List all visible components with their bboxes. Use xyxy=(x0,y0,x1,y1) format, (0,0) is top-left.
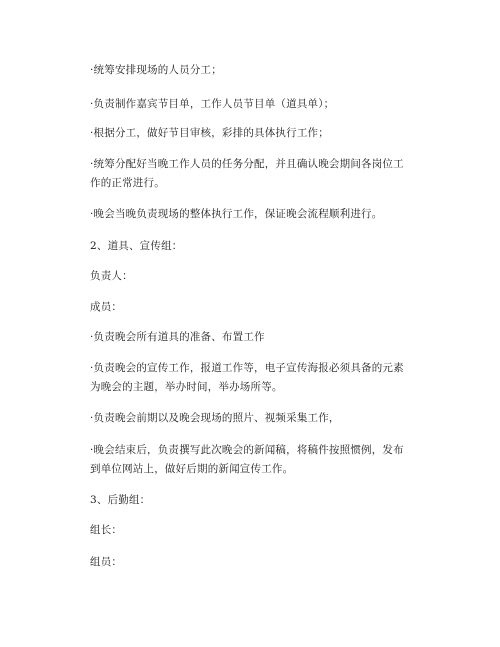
label-group-members: 组员： xyxy=(90,556,123,568)
paragraph-publicity-work: ·负责晚会的宣传工作，报道工作等，电子宣传海报必须具备的元素为晚会的主题，举办时间，举办场所等。 xyxy=(90,362,404,393)
paragraph-staff-arrangement: ·统筹安排现场的人员分工； xyxy=(90,64,222,76)
label-person-in-charge: 负责人： xyxy=(90,270,133,282)
paragraph-props-preparation: ·负责晚会所有道具的准备、布置工作 xyxy=(90,331,265,343)
label-group-leader: 组长： xyxy=(90,524,123,536)
paragraph-program-list: ·负责制作嘉宾节目单，工作人员节目单（道具单）； xyxy=(90,98,335,110)
paragraph-overall-execution: ·晚会当晚负责现场的整体执行工作，保证晚会流程顺利进行。 xyxy=(90,208,383,220)
section-heading-logistics: 3、后勤组： xyxy=(90,494,151,506)
paragraph-photo-video: ·负责晚会前期以及晚会现场的照片、视频采集工作， xyxy=(90,412,340,424)
paragraph-review-rehearsal: ·根据分工，做好节目审核，彩排的具体执行工作； xyxy=(90,127,329,139)
paragraph-task-allocation: ·统筹分配好当晚工作人员的任务分配，并且确认晚会期间各岗位工作的正常进行。 xyxy=(90,158,404,189)
paragraph-news-release: ·晚会结束后，负责撰写此次晚会的新闻稿，将稿件按照惯例，发布到单位网站上，做好后期的新闻宣传工作。 xyxy=(90,444,404,475)
label-members: 成员： xyxy=(90,301,123,313)
section-heading-props-publicity: 2、道具、宣传组： xyxy=(90,240,183,252)
